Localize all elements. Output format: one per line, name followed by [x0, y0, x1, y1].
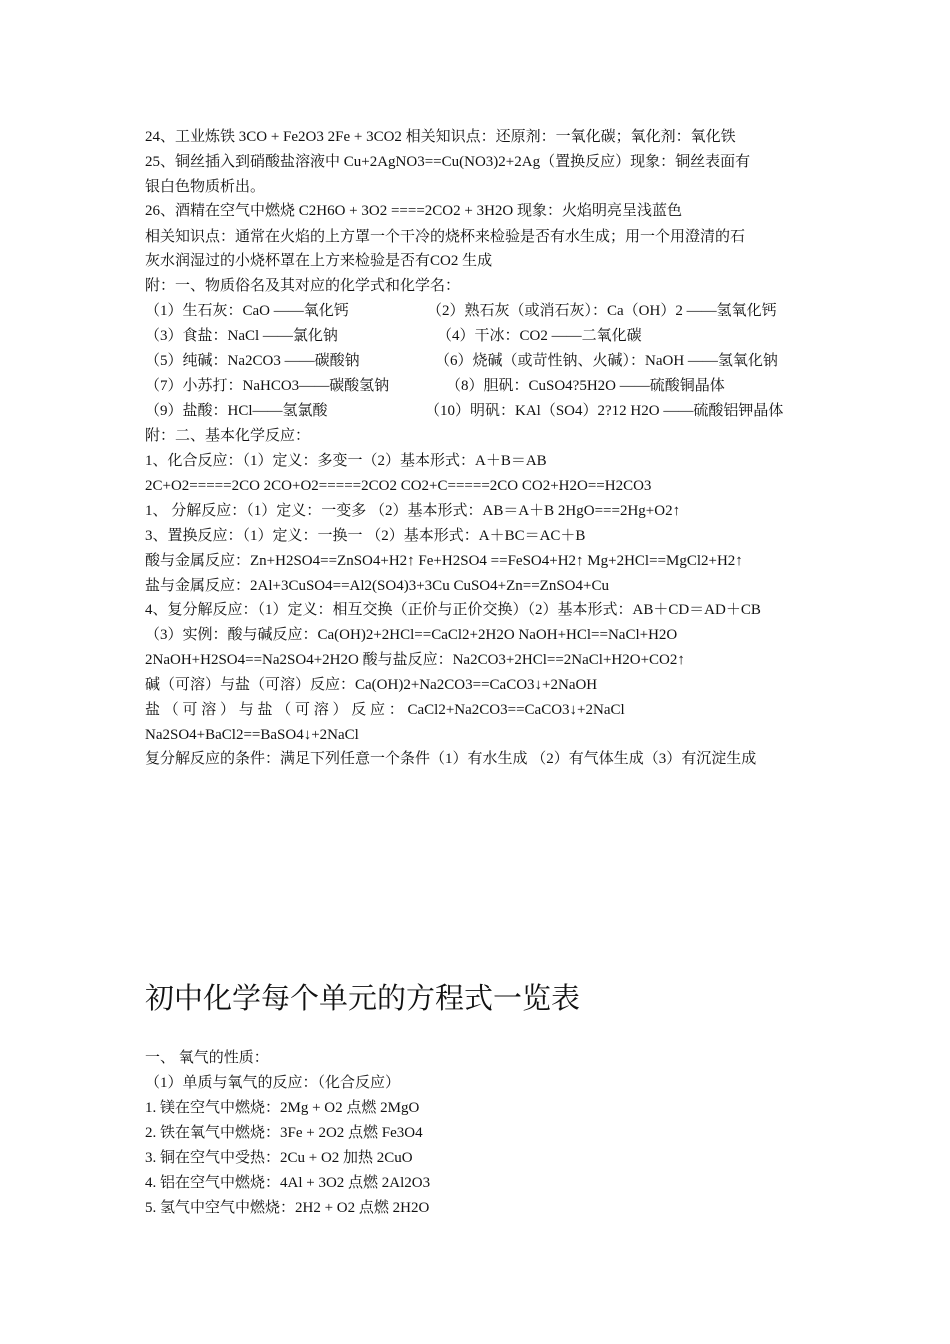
text-line: 2NaOH+H2SO4==Na2SO4+2H2O 酸与盐反应：Na2CO3+2HCl==2NaCl+H2O+CO2↑: [145, 652, 685, 668]
text-line: 1、 分解反应：（1）定义：一变多 （2）基本形式：AB＝A＋B 2HgO===2Hg+O2↑: [145, 503, 681, 519]
text-line: 3、置换反应：（1）定义：一换一 （2）基本形式：A＋BC＝AC＋B: [145, 528, 586, 544]
text-line: 盐 （ 可 溶 ） 与 盐 （ 可 溶 ） 反 应 ： CaCl2+Na2CO3==CaCO3↓+2NaCl: [145, 702, 625, 718]
text-line: 酸与金属反应：Zn+H2SO4==ZnSO4+H2↑ Fe+H2SO4 ==FeSO4+H2↑ Mg+2HCl==MgCl2+H2↑: [145, 553, 743, 569]
text-line: 25、铜丝插入到硝酸盐溶液中 Cu+2AgNO3==Cu(NO3)2+2Ag（置换反应）现象：铜丝表面有: [145, 154, 751, 170]
substance-name-left: （9）盐酸：HCl——氢氯酸: [145, 403, 328, 419]
text-line: 4. 铝在空气中燃烧：4Al + 3O2 点燃 2Al2O3: [145, 1175, 431, 1191]
text-line: Na2SO4+BaCl2==BaSO4↓+2NaCl: [145, 727, 359, 743]
substance-name-right: （4）干冰：CO2 ——二氧化碳: [437, 328, 642, 344]
substance-name-right: （2）熟石灰（或消石灰）：Ca（OH）2 ——氢氧化钙: [427, 303, 777, 319]
text-line: 一、 氧气的性质：: [145, 1050, 269, 1066]
text-line: 2C+O2=====2CO 2CO+O2=====2CO2 CO2+C=====2CO CO2+H2O==H2CO3: [145, 478, 652, 494]
text-line: 2. 铁在氧气中燃烧：3Fe + 2O2 点燃 Fe3O4: [145, 1125, 423, 1141]
substance-name-left: （7）小苏打：NaHCO3——碳酸氢钠: [145, 378, 390, 394]
text-line: （1）单质与氧气的反应：（化合反应）: [145, 1075, 401, 1091]
text-line: 5. 氢气中空气中燃烧：2H2 + O2 点燃 2H2O: [145, 1200, 430, 1216]
text-line: 银白色物质析出。: [145, 179, 266, 195]
text-line: 4、复分解反应：（1）定义：相互交换（正价与正价交换）（2）基本形式：AB＋CD＝AD＋CB: [145, 602, 761, 618]
section-title: 初中化学每个单元的方程式一览表: [145, 981, 581, 1015]
text-line: （3）实例：酸与碱反应：Ca(OH)2+2HCl==CaCl2+2H2O NaOH+HCl==NaCl+H2O: [145, 627, 678, 643]
substance-name-right: （10）明矾：KAl（SO4）2?12 H2O ——硫酸铝钾晶体: [425, 403, 784, 419]
substance-name-right: （6）烧碱（或苛性钠、火碱）：NaOH ——氢氧化钠: [435, 353, 778, 369]
text-line: 相关知识点：通常在火焰的上方罩一个干冷的烧杯来检验是否有水生成；用一个用澄清的石: [145, 229, 746, 245]
text-line: 24、工业炼铁 3CO + Fe2O3 2Fe + 3CO2 相关知识点：还原剂：一氧化碳；氧化剂：氧化铁: [145, 129, 736, 145]
text-line: 碱（可溶）与盐（可溶）反应：Ca(OH)2+Na2CO3==CaCO3↓+2NaOH: [145, 677, 598, 693]
substance-name-left: （3）食盐：NaCl ——氯化钠: [145, 328, 338, 344]
text-line: 复分解反应的条件：满足下列任意一个条件（1）有水生成 （2）有气体生成（3）有沉淀生成: [145, 751, 757, 767]
text-line: 灰水润湿过的小烧杯罩在上方来检验是否有CO2 生成: [145, 253, 493, 269]
text-line: 3. 铜在空气中受热：2Cu + O2 加热 2CuO: [145, 1150, 413, 1166]
substance-name-right: （8）胆矾：CuSO4?5H2O ——硫酸铜晶体: [446, 378, 725, 394]
text-line: 1. 镁在空气中燃烧：2Mg + O2 点燃 2MgO: [145, 1100, 420, 1116]
text-line: 附：二、基本化学反应：: [145, 428, 311, 444]
text-line: 附：一、物质俗名及其对应的化学式和化学名：: [145, 278, 461, 294]
text-line: 盐与金属反应：2Al+3CuSO4==Al2(SO4)3+3Cu CuSO4+Zn==ZnSO4+Cu: [145, 578, 609, 594]
text-line: 1、化合反应：（1）定义：多变一（2）基本形式：A＋B＝AB: [145, 453, 547, 469]
substance-name-left: （5）纯碱：Na2CO3 ——碳酸钠: [145, 353, 360, 369]
text-line: 26、酒精在空气中燃烧 C2H6O + 3O2 ====2CO2 + 3H2O 现象：火焰明亮呈浅蓝色: [145, 203, 683, 219]
substance-name-left: （1）生石灰：CaO ——氧化钙: [145, 303, 349, 319]
